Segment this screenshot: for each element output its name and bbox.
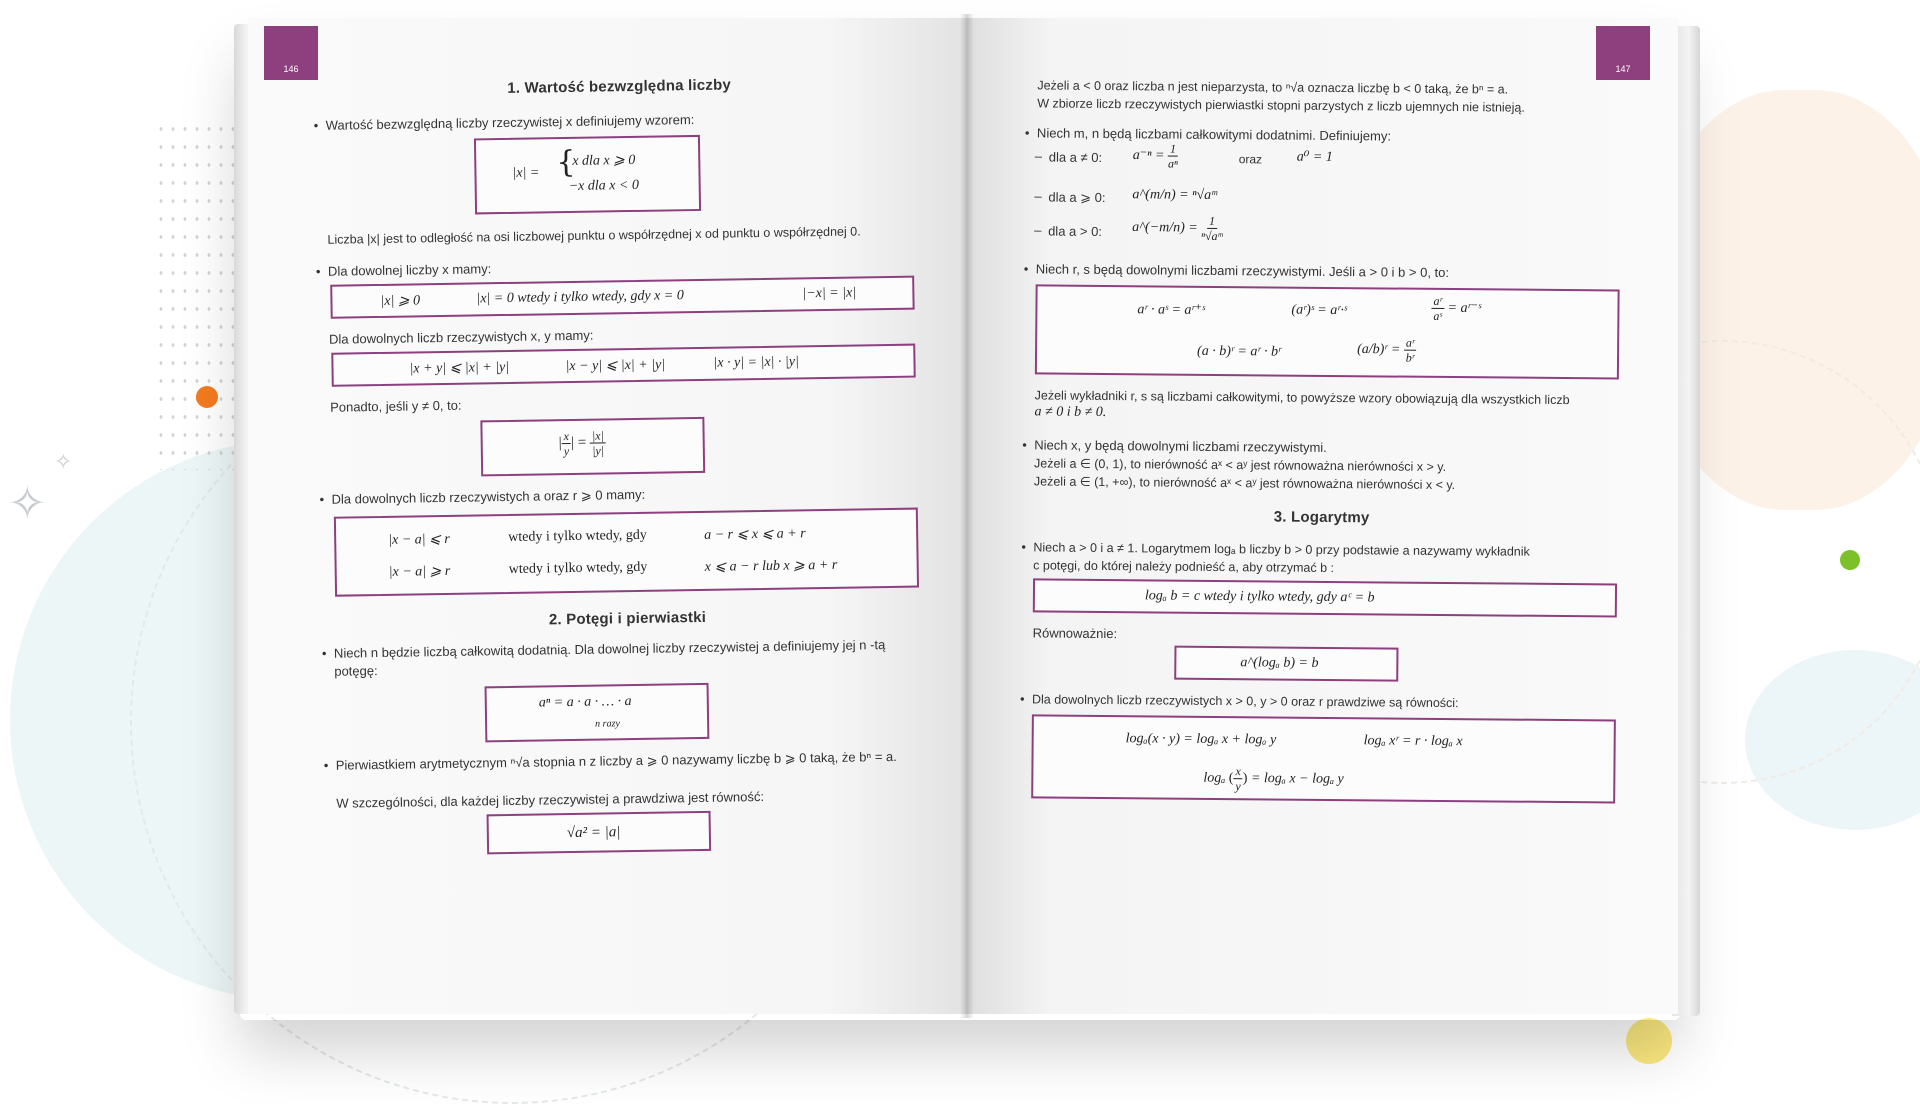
formula-box [485, 683, 710, 743]
section-title: 3. Logarytmy [1273, 508, 1370, 527]
formula-part: = aʳ⁻ˢ [1447, 300, 1482, 317]
body-text: W szczególności, dla każdej liczby rzeczywistej a prawdziwa jest równość: [336, 788, 765, 811]
body-text: • Niech n będzie liczbą całkowitą dodatnią. Dla dowolnej liczby rzeczywistej a definiujemy jej n -tą potęgę: [334, 635, 924, 680]
body-text: Jeżeli wykładniki r, s są liczbami całkowitymi, to powyższe wzory obowiązują dla wszystkich liczb [1034, 388, 1570, 408]
brace: { [556, 144, 576, 181]
formula: x ⩽ a − r lub x ⩾ a + r [704, 557, 838, 575]
formula-box [474, 135, 701, 215]
formula-box [1033, 578, 1617, 617]
fraction-denominator: aˢ [1433, 308, 1443, 323]
fraction-numerator: 1 [1168, 142, 1178, 157]
body-text: • Niech r, s będą dowolnymi liczbami rzeczywistymi. Jeśli a > 0 i b > 0, to: [1036, 260, 1449, 282]
formula: |x − y| ⩽ |x| + |y| [565, 357, 666, 375]
formula: |x + y| ⩽ |x| + |y| [409, 359, 510, 377]
fraction-numerator: aʳ [1431, 294, 1444, 309]
formula-box [1035, 284, 1620, 379]
formula: a^(m/n) = ⁿ√aᵐ [1132, 187, 1218, 203]
formula: logₐ xʳ = r · logₐ x [1363, 733, 1463, 750]
fraction-denominator: bʳ [1405, 350, 1415, 365]
body-text: dla a ≠ 0: [1048, 149, 1103, 165]
formula: |x − a| ⩽ r [388, 531, 450, 548]
formula-box [487, 811, 712, 855]
section-title: 1. Wartość bezwzględna liczby [507, 76, 732, 97]
body-text: Dla dowolnych liczb rzeczywistych x, y mamy: [328, 327, 594, 347]
formula: wtedy i tylko wtedy, gdy [508, 527, 647, 545]
formula-part: (a/b)ʳ = [1357, 341, 1401, 358]
formula [1132, 213, 1223, 243]
body-text: • Niech a > 0 i a ≠ 1. Logarytmem logₐ b liczby b > 0 przy podstawie a nazywamy wykładnik [1033, 538, 1530, 560]
formula-box [1174, 646, 1398, 682]
body-text: oraz [1238, 152, 1263, 167]
formula: aʳ · aˢ = aʳ⁺ˢ [1137, 302, 1205, 318]
dash: – [1034, 222, 1042, 238]
formula: | $\frac{x}{y}$ | = $\frac{|x|}{|y|}$ [558, 428, 605, 459]
book-spine [960, 14, 974, 1018]
formula: −x dla x < 0 [568, 177, 640, 194]
formula-box [480, 417, 705, 477]
formula: √a² = |a| [566, 824, 621, 842]
body-text: Jeżeli a ∈ (1, +∞), to nierówność aˣ < aʸ jest równoważna nierówności x < y. [1033, 474, 1456, 493]
body-text: • Niech x, y będą dowolnymi liczbami rzeczywistymi. [1034, 436, 1327, 457]
formula: |x| = [512, 165, 540, 181]
formula: logₐ(x · y) = logₐ x + logₐ y [1125, 731, 1277, 748]
formula [1133, 141, 1179, 170]
fraction-denominator: y [563, 444, 570, 459]
formula-box [330, 276, 914, 319]
formula [1357, 335, 1417, 365]
body-text: dla a > 0: [1048, 223, 1103, 239]
fraction-denominator: ⁿ√aᵐ [1201, 228, 1223, 244]
formula: |x| = 0 wtedy i tylko wtedy, gdy x = 0 [476, 288, 684, 307]
dash: – [1034, 188, 1042, 204]
right-page-content [966, 18, 1678, 1014]
definition-text: • Wartość bezwzględną liczby rzeczywistej x definiujemy wzorem: [326, 111, 695, 135]
fraction-denominator: y [1235, 779, 1241, 794]
body-text: Ponadto, jeśli y ≠ 0, to: [330, 397, 462, 415]
fraction-denominator: |y| [592, 443, 605, 458]
formula: (aʳ)ˢ = aʳ·ˢ [1291, 302, 1347, 319]
body-text: Jeżeli a < 0 oraz liczba n jest nieparzysta, to ⁿ√a oznacza liczbę b < 0 taką, że bⁿ = a. [1037, 78, 1509, 97]
fraction-numerator: |x| [590, 428, 606, 443]
formula: aⁿ = a · a · … · a [538, 694, 632, 711]
formula: |x| ⩾ 0 [380, 293, 421, 309]
formula-part: a⁻ⁿ = [1132, 147, 1165, 164]
body-text: • Dla dowolnych liczb rzeczywistych x > 0, y > 0 oraz r prawdziwe są równości: [1032, 690, 1459, 712]
fraction-numerator: x [562, 429, 572, 444]
body-text: • Dla dowolnej liczby x mamy: [328, 260, 492, 281]
formula: |x − a| ⩾ r [388, 563, 451, 580]
green-dot [1840, 550, 1860, 570]
formula: logₐ b = c wtedy i tylko wtedy, gdy aᶜ = b [1144, 588, 1375, 606]
formula: a^(logₐ b) = b [1240, 655, 1319, 671]
formula-box [1031, 714, 1616, 803]
fraction-denominator: aⁿ [1168, 156, 1178, 171]
page-number: 147 [1615, 64, 1631, 74]
formula: x dla x ⩾ 0 [572, 152, 636, 169]
yellow-dot [1626, 1018, 1672, 1064]
right-page [966, 18, 1678, 1014]
formula-box [334, 508, 919, 597]
formula-part: logₐ [1203, 770, 1226, 786]
dash: – [1034, 148, 1043, 164]
formula: a ≠ 0 i b ≠ 0. [1034, 404, 1107, 421]
body-text: Liczba |x| jest to odległość na osi liczbowej punktu o współrzędnej x od punktu o współrzędnej 0. [327, 224, 861, 247]
body-text: Jeżeli a ∈ (0, 1), to nierówność aˣ < aʸ jest równoważna nierówności x > y. [1034, 456, 1447, 474]
formula: (a · b)ʳ = aʳ · bʳ [1197, 343, 1282, 360]
body-text: • Niech m, n będą liczbami całkowitymi dodatnimi. Definiujemy: [1037, 124, 1391, 145]
body-text: Równoważnie: [1032, 625, 1118, 642]
sparkle-icon: ✧ [8, 476, 47, 530]
formula [1431, 294, 1481, 323]
formula: a⁰ = 1 [1296, 149, 1333, 165]
formula-part: = logₐ x − logₐ y [1250, 771, 1344, 787]
formula: |x · y| = |x| · |y| [713, 354, 799, 371]
formula-box [331, 344, 915, 387]
formula: a − r ⩽ x ⩽ a + r [704, 526, 806, 543]
page-number: 146 [283, 64, 299, 74]
orange-dot [196, 386, 218, 408]
fraction-numerator: 1 [1207, 214, 1217, 229]
formula: |−x| = |x| [802, 285, 857, 302]
formula-part: a^(−m/n) = [1132, 219, 1198, 236]
sparkle-icon: ✧ [54, 450, 73, 475]
left-page [248, 18, 970, 1014]
dot-grid-decoration [155, 120, 245, 470]
left-page-content [248, 18, 970, 1014]
formula-annotation: n razy [595, 718, 620, 730]
body-text: • Dla dowolnych liczb rzeczywistych a oraz r ⩾ 0 mamy: [331, 486, 645, 509]
formula: logₐ ( $\frac{x}{y}$ ) = logₐ x − logₐ y [1203, 764, 1344, 794]
body-text: dla a ⩾ 0: [1048, 189, 1106, 206]
body-text: • Pierwiastkiem arytmetycznym ⁿ√a stopnia n z liczby a ⩾ 0 nazywamy liczbę b ⩾ 0 taką, że bⁿ = a. [336, 747, 926, 774]
section-title: 2. Potęgi i pierwiastki [548, 608, 707, 629]
fraction-numerator: x [1233, 764, 1242, 779]
body-text: W zbiorze liczb rzeczywistych pierwiastki stopni parzystych z liczb ujemnych nie istnieją. [1037, 96, 1525, 115]
fraction-numerator: aʳ [1404, 336, 1417, 351]
formula: wtedy i tylko wtedy, gdy [508, 559, 648, 577]
body-text: c potęgi, do której należy podnieść a, aby otrzymać b : [1033, 558, 1335, 576]
